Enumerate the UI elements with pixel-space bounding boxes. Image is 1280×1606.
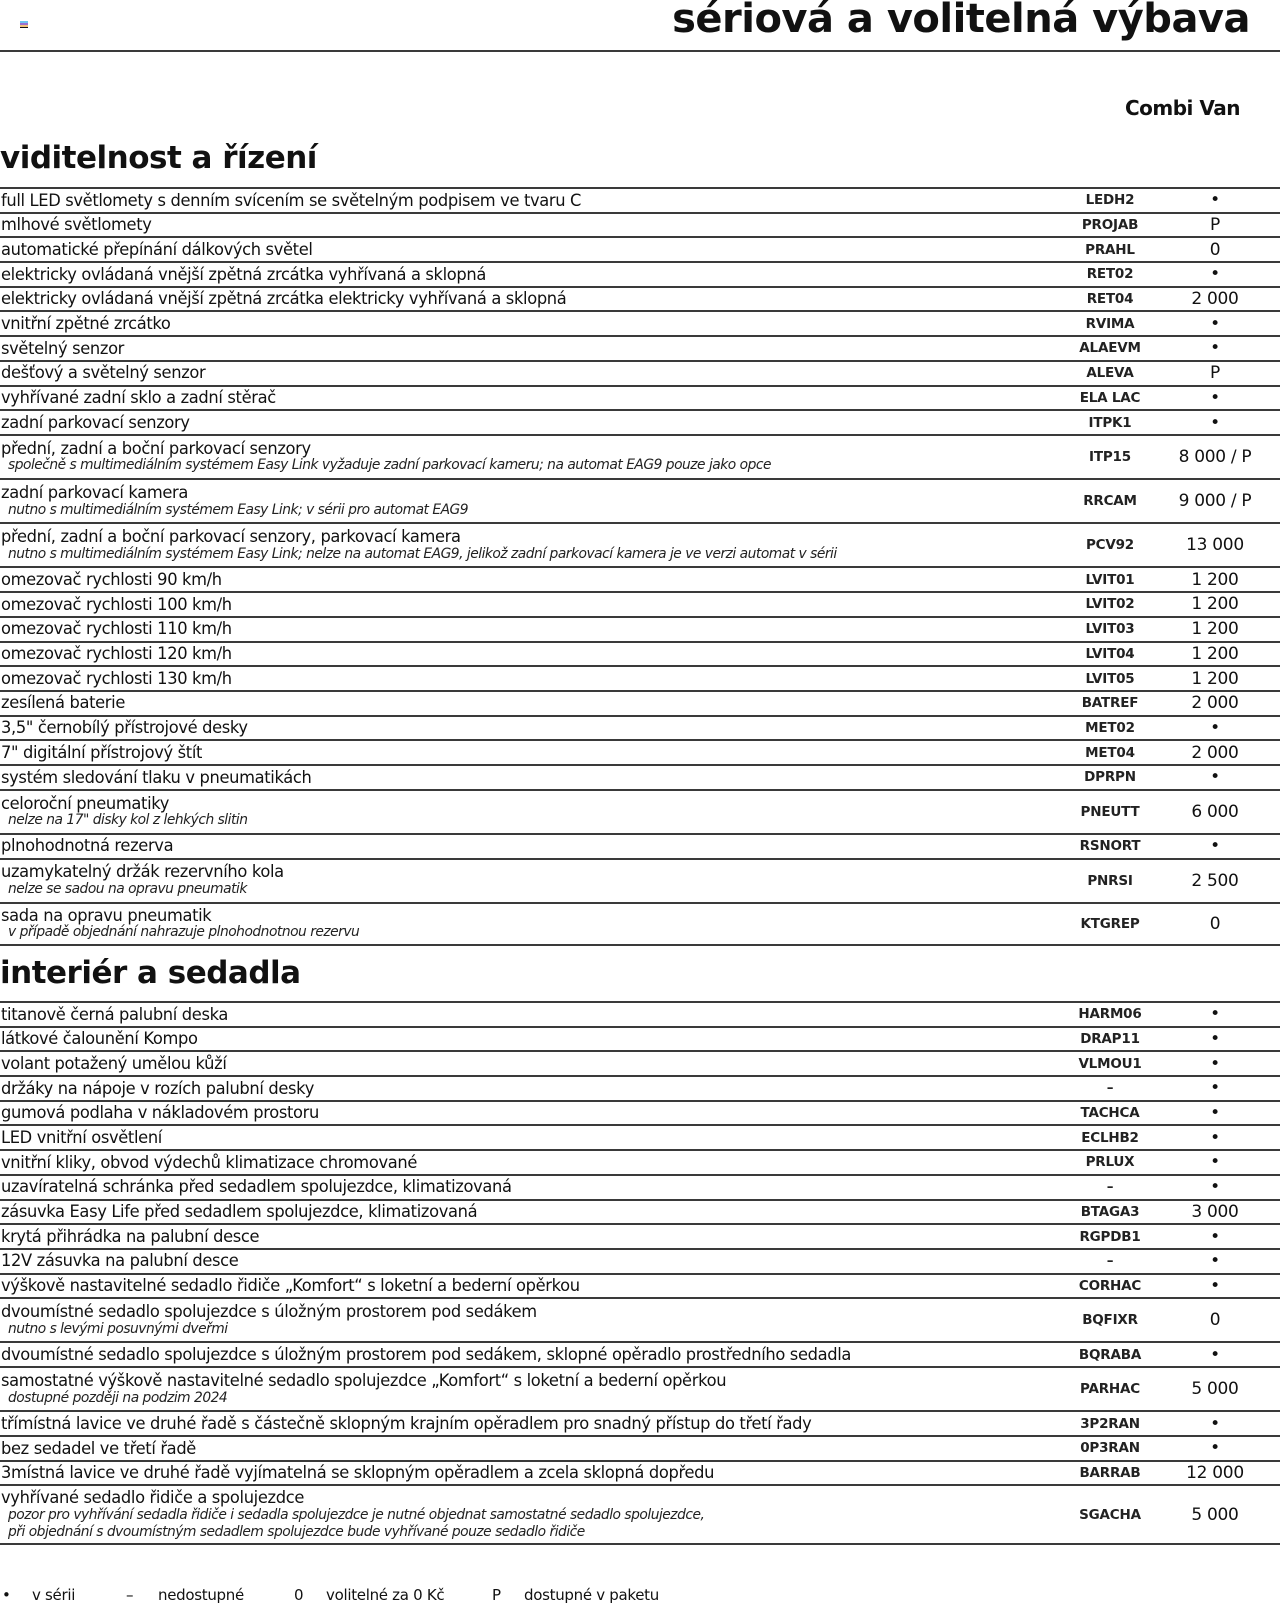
feature-note: nutno s multimediálním systémem Easy Link; v sérii pro automat EAG9: [8, 501, 469, 518]
feature-description: [0, 1415, 1060, 1432]
option-code: ITP15: [1089, 448, 1131, 465]
feature-description: [0, 1006, 1060, 1023]
table-row: [0, 261, 1280, 286]
feature-description: [0, 266, 1060, 283]
feature-label: samostatné výškově nastavitelné sedadlo spolujezdce „Komfort“ s loketní a bederní opěrkou: [1, 1371, 727, 1391]
feature-label: elektricky ovládaná vnější zpětná zrcátka vyhřívaná a sklopná: [1, 264, 487, 284]
table-row: [0, 1410, 1280, 1435]
feature-description: [0, 1154, 1060, 1171]
option-code: –: [1106, 1080, 1114, 1097]
page-header: [0, 0, 1280, 52]
table-row: [0, 1435, 1280, 1460]
feature-label: vyhřívané sedadlo řidiče a spolujezdce: [1, 1488, 305, 1508]
availability-value: •: [1210, 1127, 1220, 1148]
availability-value: 1 200: [1191, 668, 1239, 689]
table-row: [0, 764, 1280, 789]
feature-label: uzavíratelná schránka před sedadlem spolujezdce, klimatizovaná: [1, 1177, 512, 1197]
feature-label: sada na opravu pneumatik: [1, 905, 212, 925]
availability-value: P: [1210, 215, 1220, 236]
table-row: [0, 1001, 1280, 1026]
table-row: [0, 212, 1280, 237]
table-row: [0, 739, 1280, 764]
option-code: HARM06: [1078, 1006, 1142, 1023]
option-code: MET04: [1085, 744, 1135, 761]
availability-value: •: [1210, 412, 1220, 433]
option-code: PNEUTT: [1080, 803, 1140, 820]
option-code: ALEVA: [1086, 365, 1134, 382]
option-code: MET02: [1085, 719, 1135, 736]
feature-description: [0, 1489, 1060, 1540]
feature-description: [0, 216, 1060, 233]
feature-description: [0, 1277, 1060, 1294]
option-code: –: [1106, 1253, 1114, 1270]
feature-label: full LED světlomety s denním svícením se světelným podpisem ve tvaru C: [1, 190, 582, 210]
feature-description: [0, 528, 1060, 562]
option-code: 0P3RAN: [1080, 1440, 1140, 1457]
table-row: [0, 522, 1280, 566]
option-code: PARHAC: [1080, 1381, 1140, 1398]
brand-stripes-icon: [20, 21, 28, 28]
legend-symbol-package: P: [492, 1586, 501, 1604]
feature-description: [0, 620, 1060, 637]
feature-label: dešťový a světelný senzor: [1, 363, 206, 383]
feature-description: [0, 1303, 1060, 1337]
feature-note: dostupné později na podzim 2024: [8, 1389, 228, 1406]
feature-description: [0, 744, 1060, 761]
table-row: [0, 1026, 1280, 1051]
option-code: LVIT05: [1085, 670, 1135, 687]
option-code: ELA LAC: [1079, 389, 1141, 406]
feature-label: plnohodnotná rezerva: [1, 836, 174, 856]
availability-value: •: [1210, 836, 1220, 857]
table-row: [0, 789, 1280, 833]
feature-description: [0, 1440, 1060, 1457]
option-code: BQFIXR: [1082, 1312, 1138, 1329]
feature-label: 3místná lavice ve druhé řadě vyjímatelná se sklopným opěradlem a zcela sklopná dopředu: [1, 1463, 715, 1483]
table-row: [0, 360, 1280, 385]
availability-value: 5 000: [1191, 1379, 1239, 1400]
availability-value: •: [1210, 1226, 1220, 1247]
availability-value: 9 000 / P: [1178, 491, 1252, 512]
availability-value: 1 200: [1191, 643, 1239, 664]
availability-value: •: [1210, 1029, 1220, 1050]
table-row: [0, 236, 1280, 261]
legend-symbol-free-option: 0: [294, 1586, 304, 1604]
option-code: CORHAC: [1078, 1277, 1142, 1294]
feature-label: celoroční pneumatiky: [1, 793, 170, 813]
feature-description: [0, 1203, 1060, 1220]
availability-value: 1 200: [1191, 569, 1239, 590]
feature-label: 3,5" černobílý přístrojové desky: [1, 718, 248, 738]
table-row: [0, 478, 1280, 522]
legend-symbol-unavailable: –: [126, 1586, 134, 1604]
feature-description: [0, 694, 1060, 711]
availability-value: •: [1210, 767, 1220, 788]
feature-description: [0, 1080, 1060, 1097]
feature-label: vyhřívané zadní sklo a zadní stěrač: [1, 388, 276, 408]
table-row: [0, 310, 1280, 335]
feature-note: v případě objednání nahrazuje plnohodnotnou rezervu: [8, 924, 360, 941]
availability-value: 2 500: [1191, 870, 1239, 891]
option-code: RET02: [1086, 266, 1134, 283]
feature-label: titanově černá palubní deska: [1, 1004, 229, 1024]
option-code: DPRPN: [1084, 769, 1136, 786]
feature-label: výškově nastavitelné sedadlo řidiče „Komfort“ s loketní a bederní opěrkou: [1, 1276, 580, 1296]
feature-label: volant potažený umělou kůží: [1, 1053, 227, 1073]
availability-value: 6 000: [1191, 801, 1239, 822]
feature-description: [0, 364, 1060, 381]
table-row: [0, 616, 1280, 641]
feature-label: omezovač rychlosti 100 km/h: [1, 594, 232, 614]
feature-label: držáky na nápoje v rozích palubní desky: [1, 1078, 314, 1098]
option-code: BARRAB: [1079, 1465, 1141, 1482]
table-row: [0, 715, 1280, 740]
feature-label: krytá přihrádka na palubní desce: [1, 1226, 260, 1246]
equipment-table: [0, 187, 1280, 946]
feature-description: [0, 645, 1060, 662]
feature-label: vnitřní zpětné zrcátko: [1, 314, 171, 334]
feature-label: látkové čalounění Kompo: [1, 1029, 198, 1049]
table-row: [0, 1484, 1280, 1545]
feature-label: světelný senzor: [1, 338, 125, 358]
option-code: PROJAB: [1081, 217, 1139, 234]
feature-description: [0, 389, 1060, 406]
option-code: 3P2RAN: [1080, 1415, 1140, 1432]
feature-label: bez sedadel ve třetí řadě: [1, 1438, 196, 1458]
feature-label: systém sledování tlaku v pneumatikách: [1, 767, 312, 787]
table-row: [0, 335, 1280, 360]
table-row: [0, 1124, 1280, 1149]
table-row: [0, 1050, 1280, 1075]
section-title: viditelnost a řízení: [0, 140, 317, 176]
availability-value: •: [1210, 1275, 1220, 1296]
option-code: LVIT04: [1085, 645, 1135, 662]
feature-note: nutno s multimediálním systémem Easy Link; nelze na automat EAG9, jelikož zadní parkovací kamera je ve verzi automat v sérii: [8, 545, 837, 562]
feature-label: omezovač rychlosti 130 km/h: [1, 668, 232, 688]
page-title: sériová a volitelná výbava: [672, 0, 1250, 42]
availability-value: •: [1210, 264, 1220, 285]
option-code: BTAGA3: [1080, 1203, 1140, 1220]
feature-label: omezovač rychlosti 110 km/h: [1, 619, 232, 639]
option-code: RGPDB1: [1079, 1228, 1141, 1245]
variant-column-header: Combi Van: [1124, 96, 1240, 120]
feature-description: [0, 1464, 1060, 1481]
table-row: [0, 1199, 1280, 1224]
legend: [0, 1586, 800, 1606]
legend-symbol-standard: •: [2, 1586, 11, 1604]
availability-value: •: [1210, 1438, 1220, 1459]
feature-note: nelze na 17" disky kol z lehkých slitin: [8, 812, 248, 829]
option-code: ITPK1: [1088, 414, 1132, 431]
availability-value: 12 000: [1186, 1463, 1244, 1484]
availability-value: •: [1210, 1078, 1220, 1099]
feature-note: nelze se sadou na opravu pneumatik: [8, 880, 247, 897]
availability-value: •: [1210, 1004, 1220, 1025]
option-code: LVIT02: [1085, 596, 1135, 613]
feature-label: zásuvka Easy Life před sedadlem spolujezdce, klimatizovaná: [1, 1202, 478, 1222]
availability-value: 5 000: [1191, 1504, 1239, 1525]
table-row: [0, 409, 1280, 434]
table-row: [0, 902, 1280, 946]
option-code: LEDH2: [1085, 192, 1135, 209]
option-code: ECLHB2: [1081, 1129, 1139, 1146]
availability-value: •: [1210, 1251, 1220, 1272]
table-row: [0, 858, 1280, 902]
availability-value: •: [1210, 1413, 1220, 1434]
table-row: [0, 566, 1280, 591]
feature-label: přední, zadní a boční parkovací senzory, parkovací kamera: [1, 527, 461, 547]
feature-label: mlhové světlomety: [1, 215, 152, 235]
option-code: RSNORT: [1079, 838, 1141, 855]
table-row: [0, 1100, 1280, 1125]
availability-value: P: [1210, 363, 1220, 384]
feature-label: dvoumístné sedadlo spolujezdce s úložným prostorem pod sedákem, sklopné opěradlo prostředního sedadla: [1, 1345, 852, 1365]
feature-label: zesílená baterie: [1, 693, 126, 713]
availability-value: 2 000: [1191, 289, 1239, 310]
feature-label: omezovač rychlosti 90 km/h: [1, 570, 222, 590]
feature-description: [0, 1129, 1060, 1146]
option-code: SGACHA: [1079, 1506, 1141, 1523]
table-row: [0, 833, 1280, 858]
table-row: [0, 1297, 1280, 1341]
option-code: PRAHL: [1085, 241, 1135, 258]
table-row: [0, 1341, 1280, 1366]
feature-description: [0, 290, 1060, 307]
option-code: PRLUX: [1085, 1154, 1135, 1171]
feature-label: gumová podlaha v nákladovém prostoru: [1, 1103, 319, 1123]
table-row: [0, 591, 1280, 616]
feature-label: zadní parkovací senzory: [1, 412, 190, 432]
feature-description: [0, 596, 1060, 613]
feature-label: omezovač rychlosti 120 km/h: [1, 644, 232, 664]
feature-description: [0, 670, 1060, 687]
table-row: [0, 690, 1280, 715]
option-code: LVIT03: [1085, 621, 1135, 638]
availability-value: •: [1210, 1152, 1220, 1173]
feature-description: [0, 1178, 1060, 1195]
option-code: RVIMA: [1085, 315, 1135, 332]
table-row: [0, 286, 1280, 311]
availability-value: 0: [1209, 239, 1221, 260]
feature-label: elektricky ovládaná vnější zpětná zrcátka elektricky vyhřívaná a sklopná: [1, 289, 567, 309]
feature-description: [0, 795, 1060, 829]
feature-label: 7" digitální přístrojový štít: [1, 742, 203, 762]
feature-description: [0, 192, 1060, 209]
section-title: interiér a sedadla: [0, 955, 301, 991]
feature-description: [0, 719, 1060, 736]
option-code: DRAP11: [1080, 1031, 1140, 1048]
feature-description: [0, 769, 1060, 786]
feature-label: automatické přepínání dálkových světel: [1, 239, 313, 259]
table-row: [0, 1075, 1280, 1100]
feature-label: dvoumístné sedadlo spolujezdce s úložným prostorem pod sedákem: [1, 1302, 537, 1322]
table-row: [0, 1223, 1280, 1248]
feature-description: [0, 241, 1060, 258]
feature-description: [0, 1372, 1060, 1406]
feature-description: [0, 484, 1060, 518]
feature-description: [0, 414, 1060, 431]
option-code: KTGREP: [1080, 915, 1140, 932]
feature-note: při objednání s dvoumístným sedadlem spolujezdce bude vyhřívané pouze sedadlo řidiče: [8, 1523, 585, 1540]
feature-label: 12V zásuvka na palubní desce: [1, 1251, 239, 1271]
feature-description: [0, 863, 1060, 897]
feature-label: uzamykatelný držák rezervního kola: [1, 862, 284, 882]
feature-description: [0, 1030, 1060, 1047]
feature-label: přední, zadní a boční parkovací senzory: [1, 438, 311, 458]
option-code: BQRABA: [1078, 1346, 1142, 1363]
feature-description: [0, 440, 1060, 474]
availability-value: 1 200: [1191, 619, 1239, 640]
availability-value: 8 000 / P: [1178, 446, 1252, 467]
table-row: [0, 187, 1280, 212]
table-row: [0, 385, 1280, 410]
availability-value: 2 000: [1191, 693, 1239, 714]
feature-note: společně s multimediálním systémem Easy Link vyžaduje zadní parkovací kameru; na automat EAG9 pouze jako opce: [8, 457, 771, 474]
availability-value: 0: [1209, 913, 1221, 934]
option-code: LVIT01: [1085, 571, 1135, 588]
availability-value: •: [1210, 1103, 1220, 1124]
table-row: [0, 641, 1280, 666]
option-code: BATREF: [1081, 695, 1139, 712]
feature-description: [0, 837, 1060, 854]
option-code: –: [1106, 1179, 1114, 1196]
table-row: [0, 1460, 1280, 1485]
feature-description: [0, 340, 1060, 357]
feature-description: [0, 907, 1060, 941]
availability-value: 0: [1209, 1310, 1221, 1331]
legend-label-free-option: volitelné za 0 Kč: [326, 1586, 445, 1604]
feature-label: vnitřní kliky, obvod výdechů klimatizace chromované: [1, 1152, 418, 1172]
table-row: [0, 434, 1280, 478]
option-code: PCV92: [1085, 537, 1135, 554]
feature-description: [0, 571, 1060, 588]
option-code: VLMOU1: [1078, 1055, 1142, 1072]
availability-value: •: [1210, 717, 1220, 738]
option-code: PNRSI: [1087, 872, 1133, 889]
availability-value: •: [1210, 1344, 1220, 1365]
equipment-table: [0, 1001, 1280, 1545]
legend-label-unavailable: nedostupné: [158, 1586, 244, 1604]
availability-value: 2 000: [1191, 742, 1239, 763]
table-row: [0, 665, 1280, 690]
availability-value: •: [1210, 190, 1220, 211]
feature-description: [0, 1228, 1060, 1245]
availability-value: •: [1210, 1177, 1220, 1198]
availability-value: 1 200: [1191, 594, 1239, 615]
feature-note: pozor pro vyhřívání sedadla řidiče i sedadla spolujezdce je nutné objednat samostatné sedadlo spolujezdce,: [8, 1506, 705, 1523]
table-row: [0, 1149, 1280, 1174]
availability-value: •: [1210, 1053, 1220, 1074]
legend-label-standard: v sérii: [32, 1586, 76, 1604]
feature-label: zadní parkovací kamera: [1, 483, 189, 503]
feature-label: LED vnitřní osvětlení: [1, 1128, 162, 1148]
availability-value: •: [1210, 338, 1220, 359]
feature-description: [0, 1252, 1060, 1269]
option-code: RET04: [1086, 291, 1134, 308]
availability-value: •: [1210, 313, 1220, 334]
availability-value: 13 000: [1186, 535, 1244, 556]
table-row: [0, 1248, 1280, 1273]
feature-label: třímístná lavice ve druhé řadě s částečně sklopným krajním opěradlem pro snadný přístup do třetí řady: [1, 1413, 812, 1433]
table-row: [0, 1273, 1280, 1298]
feature-description: [0, 315, 1060, 332]
feature-description: [0, 1055, 1060, 1072]
availability-value: •: [1210, 387, 1220, 408]
feature-description: [0, 1346, 1060, 1363]
option-code: ALAEVM: [1079, 340, 1141, 357]
option-code: RRCAM: [1083, 493, 1137, 510]
table-row: [0, 1366, 1280, 1410]
feature-description: [0, 1104, 1060, 1121]
option-code: TACHCA: [1080, 1105, 1140, 1122]
legend-label-package: dostupné v paketu: [524, 1586, 659, 1604]
table-row: [0, 1174, 1280, 1199]
feature-note: nutno s levými posuvnými dveřmi: [8, 1320, 228, 1337]
availability-value: 3 000: [1191, 1201, 1239, 1222]
